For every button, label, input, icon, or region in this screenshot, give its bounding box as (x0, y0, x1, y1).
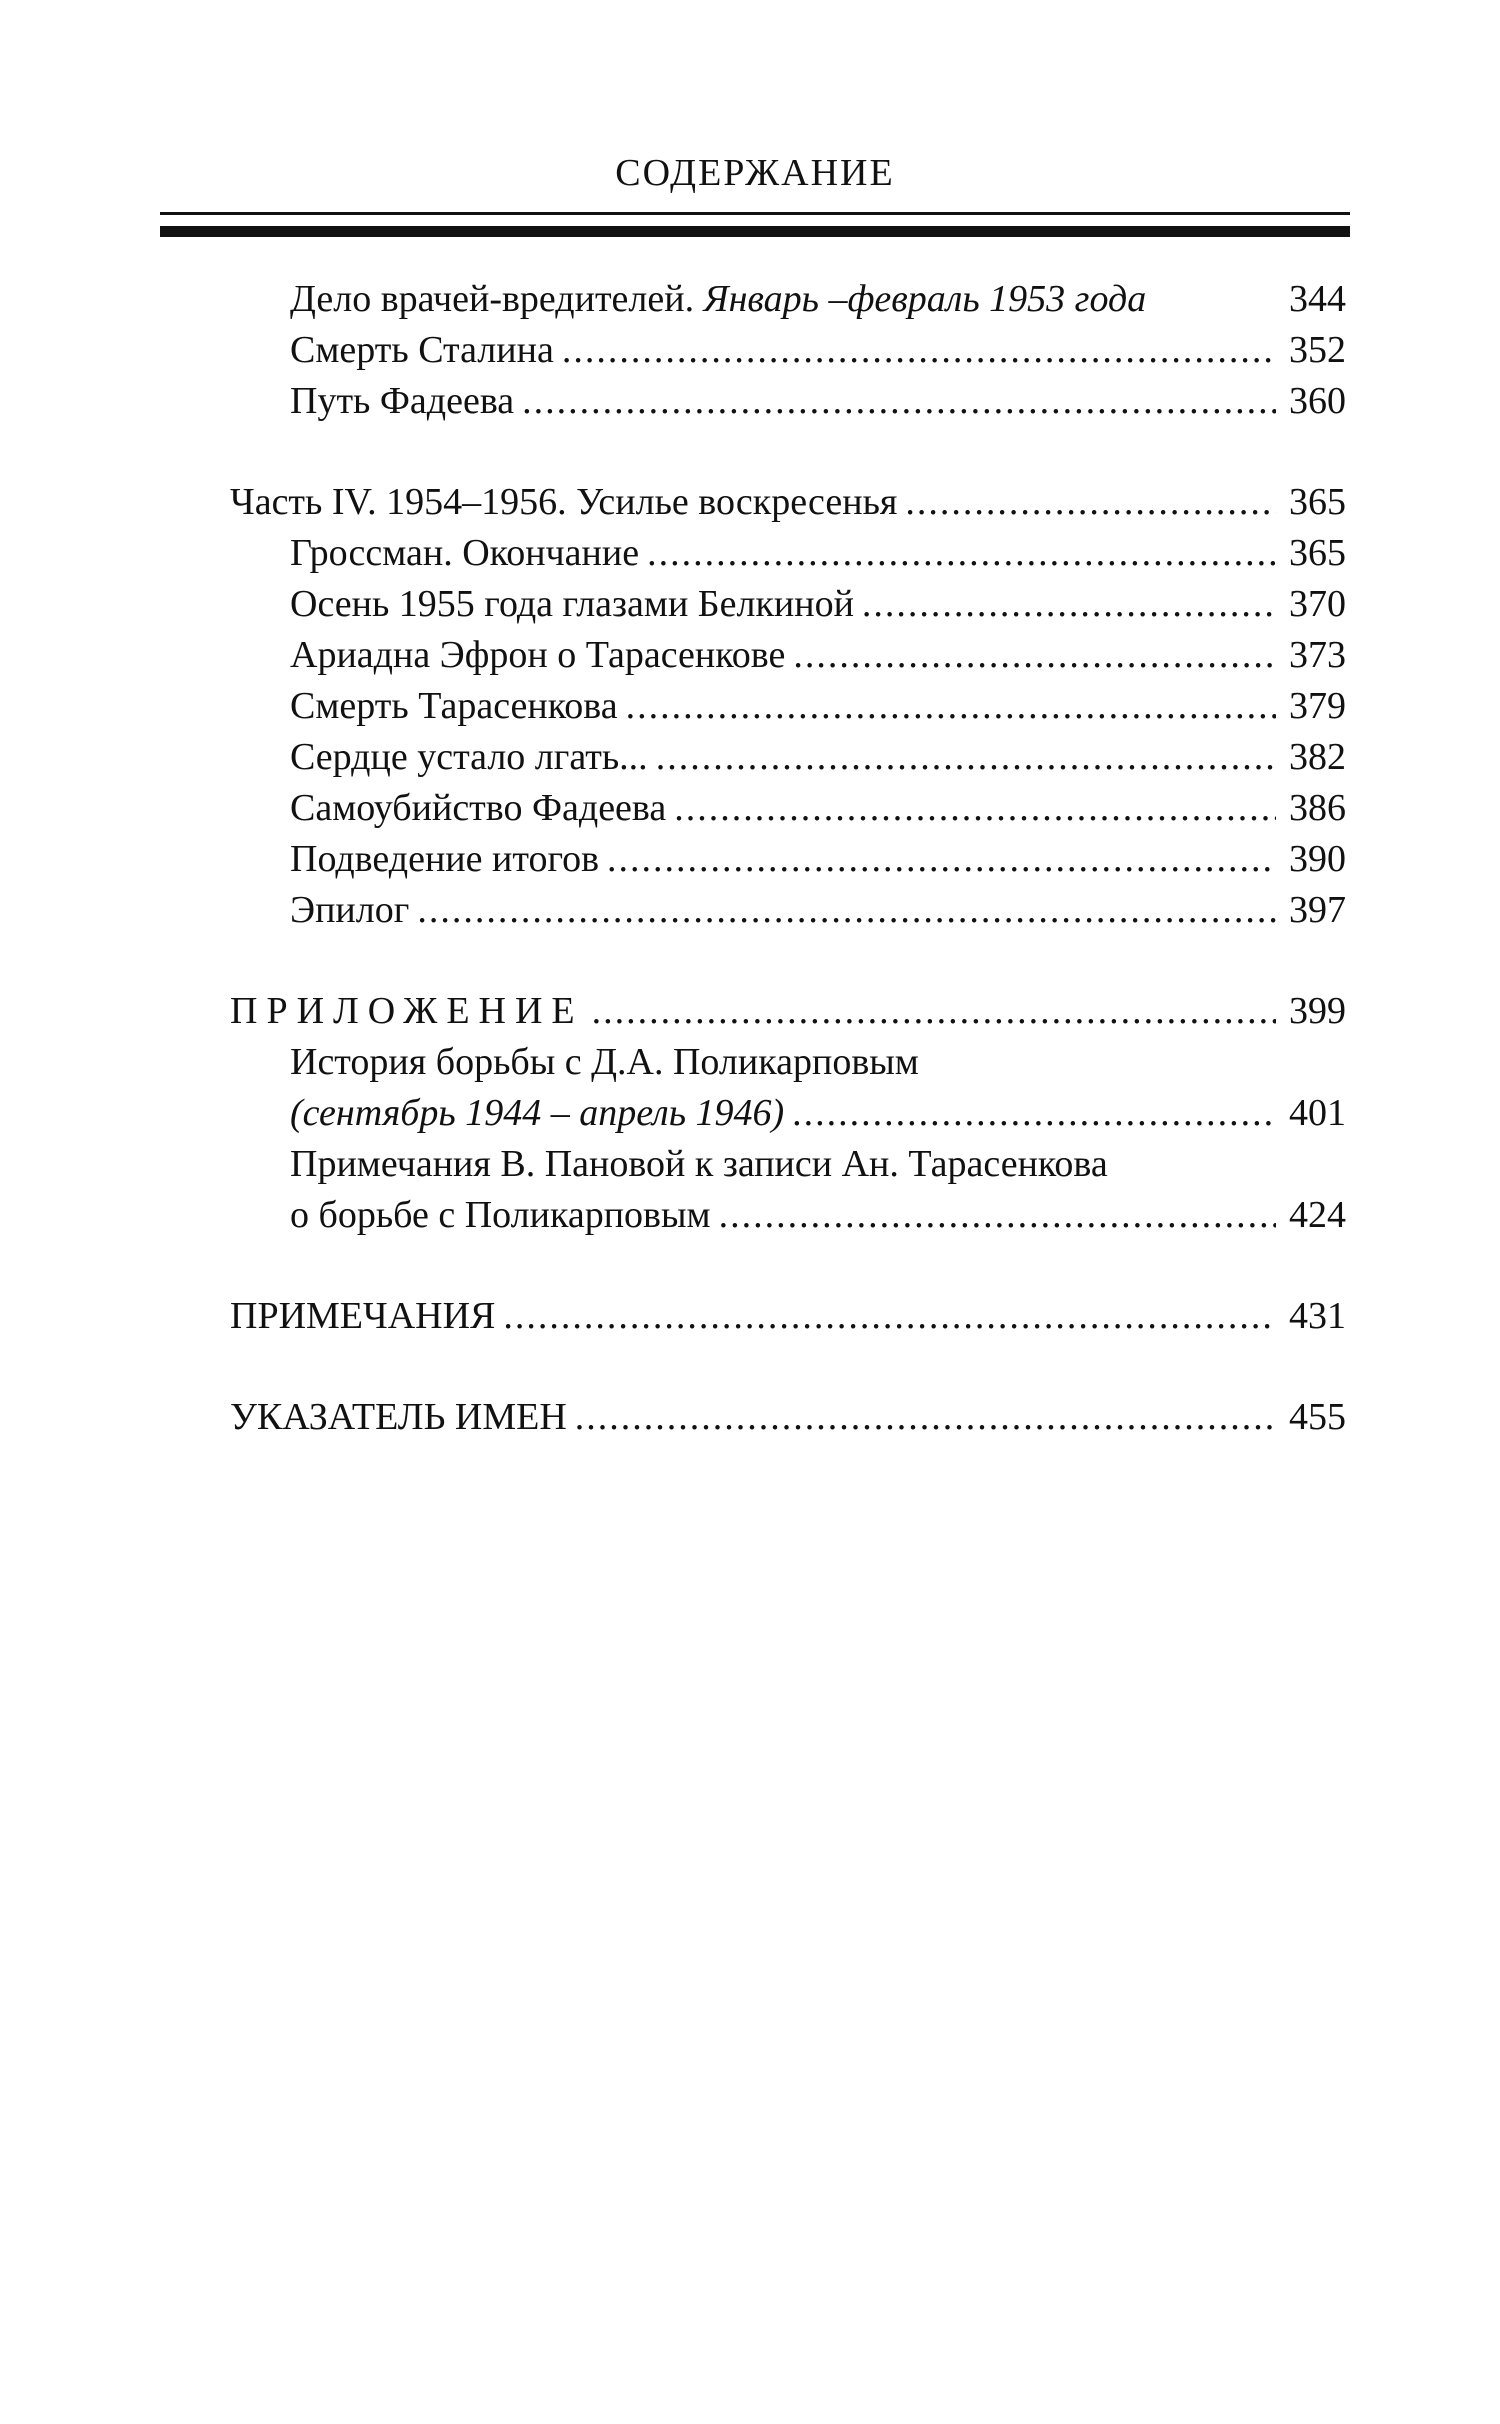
toc-leader-dots (417, 885, 1276, 936)
toc-page-number: 360 (1289, 380, 1346, 422)
toc-entry-title-text: Дело врачей-вредителей. (290, 278, 704, 320)
header-rule-thin (160, 212, 1350, 215)
toc-entry-title (290, 325, 554, 376)
toc-entry (230, 732, 1346, 783)
toc-leader-dots (647, 528, 1276, 579)
toc-page-number: 390 (1289, 838, 1346, 880)
toc-entry-title-text: Примечания В. Пановой к записи Ан. Тарасенкова (290, 1143, 1108, 1185)
toc-entry-title (230, 1291, 495, 1342)
toc-entry (230, 681, 1346, 732)
toc-entry (230, 885, 1346, 936)
toc-entry-title (290, 834, 599, 885)
toc-entry-title (290, 376, 514, 427)
toc-entry-title (290, 1088, 784, 1139)
toc-page-number: 382 (1289, 736, 1346, 778)
toc-page-number: 365 (1289, 532, 1346, 574)
toc-entry-title-text: Смерть Сталина (290, 329, 554, 371)
toc-page-number: 379 (1289, 685, 1346, 727)
toc-entry-title (290, 885, 409, 936)
toc-entry-title-text: Сердце устало лгать... (290, 736, 648, 778)
toc-entry-title-text: Смерть Тарасенкова (290, 685, 618, 727)
toc-leader-dots (905, 477, 1276, 528)
toc-entry (230, 325, 1346, 376)
toc-entry (230, 834, 1346, 885)
toc-entry-title (290, 783, 666, 834)
toc-entry-title-text: Эпилог (290, 889, 410, 931)
toc-leader-dots (792, 1088, 1276, 1139)
toc-leader-dots (503, 1291, 1276, 1342)
toc-entry (230, 274, 1346, 325)
toc-entry-title (290, 579, 854, 630)
toc-entry (230, 477, 1346, 528)
toc-entry-title (290, 630, 785, 681)
toc-page-number: 344 (1289, 278, 1346, 320)
toc-entry-title (290, 274, 1146, 325)
toc-entry-title (290, 1190, 711, 1241)
toc-entry-title (290, 1139, 1108, 1190)
toc-page-number: 424 (1289, 1194, 1346, 1236)
toc-page-number: 397 (1289, 889, 1346, 931)
toc-entry-title (290, 732, 648, 783)
toc-entry-title-text: УКАЗАТЕЛЬ ИМЕН (230, 1396, 567, 1438)
toc-entry (230, 1088, 1346, 1139)
header-rule-thick (160, 226, 1350, 237)
toc-entry-title-text: Часть IV. 1954–1956. Усилье воскресенья (230, 481, 898, 523)
toc-leader-dots (862, 579, 1276, 630)
toc-entry (230, 579, 1346, 630)
toc-leader-dots (575, 1392, 1276, 1443)
toc-entry-title-text: о борьбе с Поликарповым (290, 1194, 711, 1236)
toc-entry (230, 528, 1346, 579)
toc-entry-title-text: ПРИЛОЖЕНИЕ (230, 990, 584, 1032)
toc-entry-title (290, 528, 639, 579)
running-head: СОДЕРЖАНИЕ (615, 152, 895, 194)
toc-entry-title-text: История борьбы с Д.А. Поликарповым (290, 1041, 919, 1083)
toc-entry (230, 783, 1346, 834)
toc-entry-title-text: Подведение итогов (290, 838, 600, 880)
toc-entry (230, 986, 1346, 1037)
toc-entry-title-text: Ариадна Эфрон о Тарасенкове (290, 634, 786, 676)
toc-entry (230, 630, 1346, 681)
toc-page-number: 399 (1289, 990, 1346, 1032)
toc-entry (230, 1190, 1346, 1241)
toc-leader-dots (592, 986, 1276, 1037)
toc-page-number: 386 (1289, 787, 1346, 829)
toc-leader-dots (793, 630, 1276, 681)
toc-page-number: 370 (1289, 583, 1346, 625)
toc-entry (230, 376, 1346, 427)
toc-leader-dots (656, 732, 1276, 783)
toc-entry-title-text: Самоубийство Фадеева (290, 787, 667, 829)
toc-entry (230, 1392, 1346, 1443)
toc-entry-title-text: Осень 1955 года глазами Белкиной (290, 583, 854, 625)
toc-page-number: 431 (1289, 1295, 1346, 1337)
toc-leader-dots (626, 681, 1276, 732)
toc-page-number: 455 (1289, 1396, 1346, 1438)
toc-page-number: 365 (1289, 481, 1346, 523)
toc-entry-title (290, 1037, 919, 1088)
toc-leader-dots (674, 783, 1276, 834)
toc-entry-title-text: Путь Фадеева (290, 380, 515, 422)
toc-leader-dots (607, 834, 1276, 885)
toc-page-number: 373 (1289, 634, 1346, 676)
table-of-contents (230, 274, 1346, 1443)
toc-entry (230, 1291, 1346, 1342)
toc-entry-title-italic: Январь –февраль 1953 года (703, 278, 1147, 320)
toc-entry-title (290, 681, 618, 732)
toc-leader-dots (522, 376, 1276, 427)
toc-entry (230, 1037, 1346, 1088)
toc-entry-title (230, 477, 897, 528)
toc-page-number: 352 (1289, 329, 1346, 371)
toc-entry (230, 1139, 1346, 1190)
toc-leader-dots (562, 325, 1276, 376)
toc-entry-title-text: ПРИМЕЧАНИЯ (230, 1295, 496, 1337)
toc-entry-title (230, 986, 584, 1037)
toc-entry-title-text: Гроссман. Окончание (290, 532, 640, 574)
toc-page-number: 401 (1289, 1092, 1346, 1134)
toc-entry-title-italic: (сентябрь 1944 – апрель 1946) (290, 1092, 785, 1134)
toc-leader-dots (719, 1190, 1276, 1241)
toc-entry-title (230, 1392, 567, 1443)
